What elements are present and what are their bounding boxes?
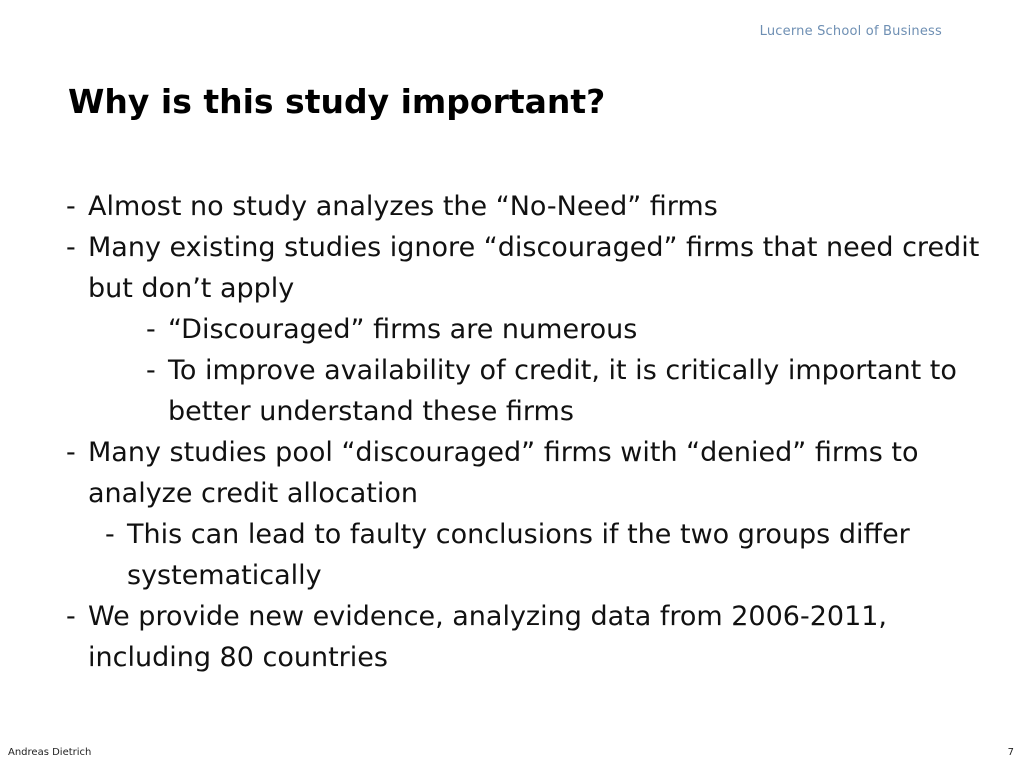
bullet-dash: - [66,437,76,468]
bullet-discouraged-firms [66,227,986,309]
bullet-list [66,186,986,678]
bullet-dash: - [66,191,76,222]
bullet-text: This can lead to faulty conclusions if the two groups differ systematically [127,519,910,591]
school-brand-label: Lucerne School of Business [759,24,942,39]
bullet-text: “Discouraged” firms are numerous [168,314,638,345]
sub-bullet-numerous [66,309,986,350]
bullet-no-need-firms [66,186,986,227]
bullet-text: Many studies pool “discouraged” firms with “denied” firms to analyze credit allocation [88,437,919,509]
bullet-text: We provide new evidence, analyzing data from 2006-2011, including 80 countries [88,601,888,673]
bullet-new-evidence [66,596,986,678]
bullet-text: To improve availability of credit, it is critically important to better understand these firms [168,355,957,427]
bullet-dash: - [146,355,156,386]
bullet-dash: - [146,314,156,345]
sub-bullet-availability [66,350,986,432]
sub-bullet-faulty-conclusions [66,514,986,596]
slide-title: Why is this study important? [68,82,606,121]
bullet-dash: - [66,232,76,263]
bullet-text: Many existing studies ignore “discouraged” firms that need credit but don’t apply [88,232,980,304]
bullet-pool-studies [66,432,986,514]
bullet-dash: - [105,519,115,550]
bullet-text: Almost no study analyzes the “No-Need” firms [88,191,718,222]
page-number: 7 [1007,747,1014,758]
footer-author: Andreas Dietrich [8,747,92,758]
bullet-dash: - [66,601,76,632]
